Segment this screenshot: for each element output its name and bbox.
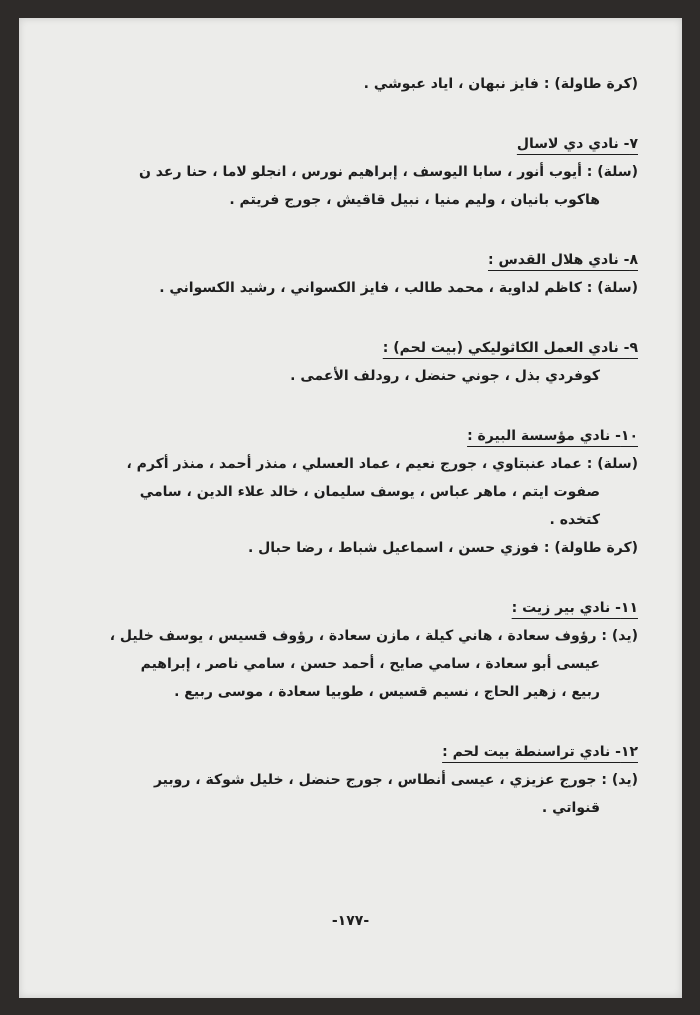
section-heading: ١٢- نادي تراسنطة بيت لحم : — [442, 744, 638, 760]
text-line: قنواتي . — [541, 800, 600, 816]
page-number: -١٧٧- — [331, 913, 370, 929]
section-heading: ٩- نادي العمل الكاثوليكي (بيت لحم) : — [382, 340, 638, 356]
section-heading: ١١- نادي بير زيت : — [511, 600, 638, 616]
text-line: ربيع ، زهير الحاج ، نسيم قسيس ، طوبيا سعادة ، موسى ربيع . — [174, 684, 600, 700]
document-page — [19, 18, 682, 998]
text-line: كتخده . — [549, 512, 600, 528]
text-line: (كرة طاولة) : فايز نبهان ، اياد عبوشي . — [363, 76, 638, 92]
text-line: (سلة) : كاظم لداوية ، محمد طالب ، فايز الكسواني ، رشيد الكسواني . — [159, 280, 638, 296]
text-line: هاكوب بانيان ، وليم منيا ، نبيل قاقيش ، جورج فريتم . — [229, 192, 600, 208]
text-line: (سلة) : أيوب أنور ، سابا اليوسف ، إبراهيم نورس ، انجلو لاما ، حنا رعد ن — [138, 164, 638, 180]
text-line: (يد) : رؤوف سعادة ، هاني كيلة ، مازن سعادة ، رؤوف قسيس ، يوسف خليل ، — [109, 628, 638, 644]
section-heading: ١٠- نادي مؤسسة البيرة : — [467, 428, 638, 444]
section-heading: ٨- نادي هلال القدس : — [487, 252, 638, 268]
page-content — [59, 70, 638, 822]
text-line: صفوت ايتم ، ماهر عباس ، يوسف سليمان ، خالد علاء الدين ، سامي — [139, 484, 600, 500]
text-line: (يد) : جورج عزيزي ، عيسى أنطاس ، جورج حنضل ، خليل شوكة ، روبير — [153, 772, 638, 788]
text-line: كوفردي بذل ، جوني حنضل ، رودلف الأعمى . — [290, 368, 600, 384]
section-heading: ٧- نادي دي لاسال — [516, 136, 638, 152]
text-line: (كرة طاولة) : فوزي حسن ، اسماعيل شباط ، رضا حبال . — [247, 540, 638, 556]
text-line: عيسى أبو سعادة ، سامي صايح ، أحمد حسن ، سامي ناصر ، إبراهيم — [140, 656, 600, 672]
text-line: (سلة) : عماد عنبتاوي ، جورج نعيم ، عماد العسلي ، منذر أحمد ، منذر أكرم ، — [126, 456, 638, 472]
